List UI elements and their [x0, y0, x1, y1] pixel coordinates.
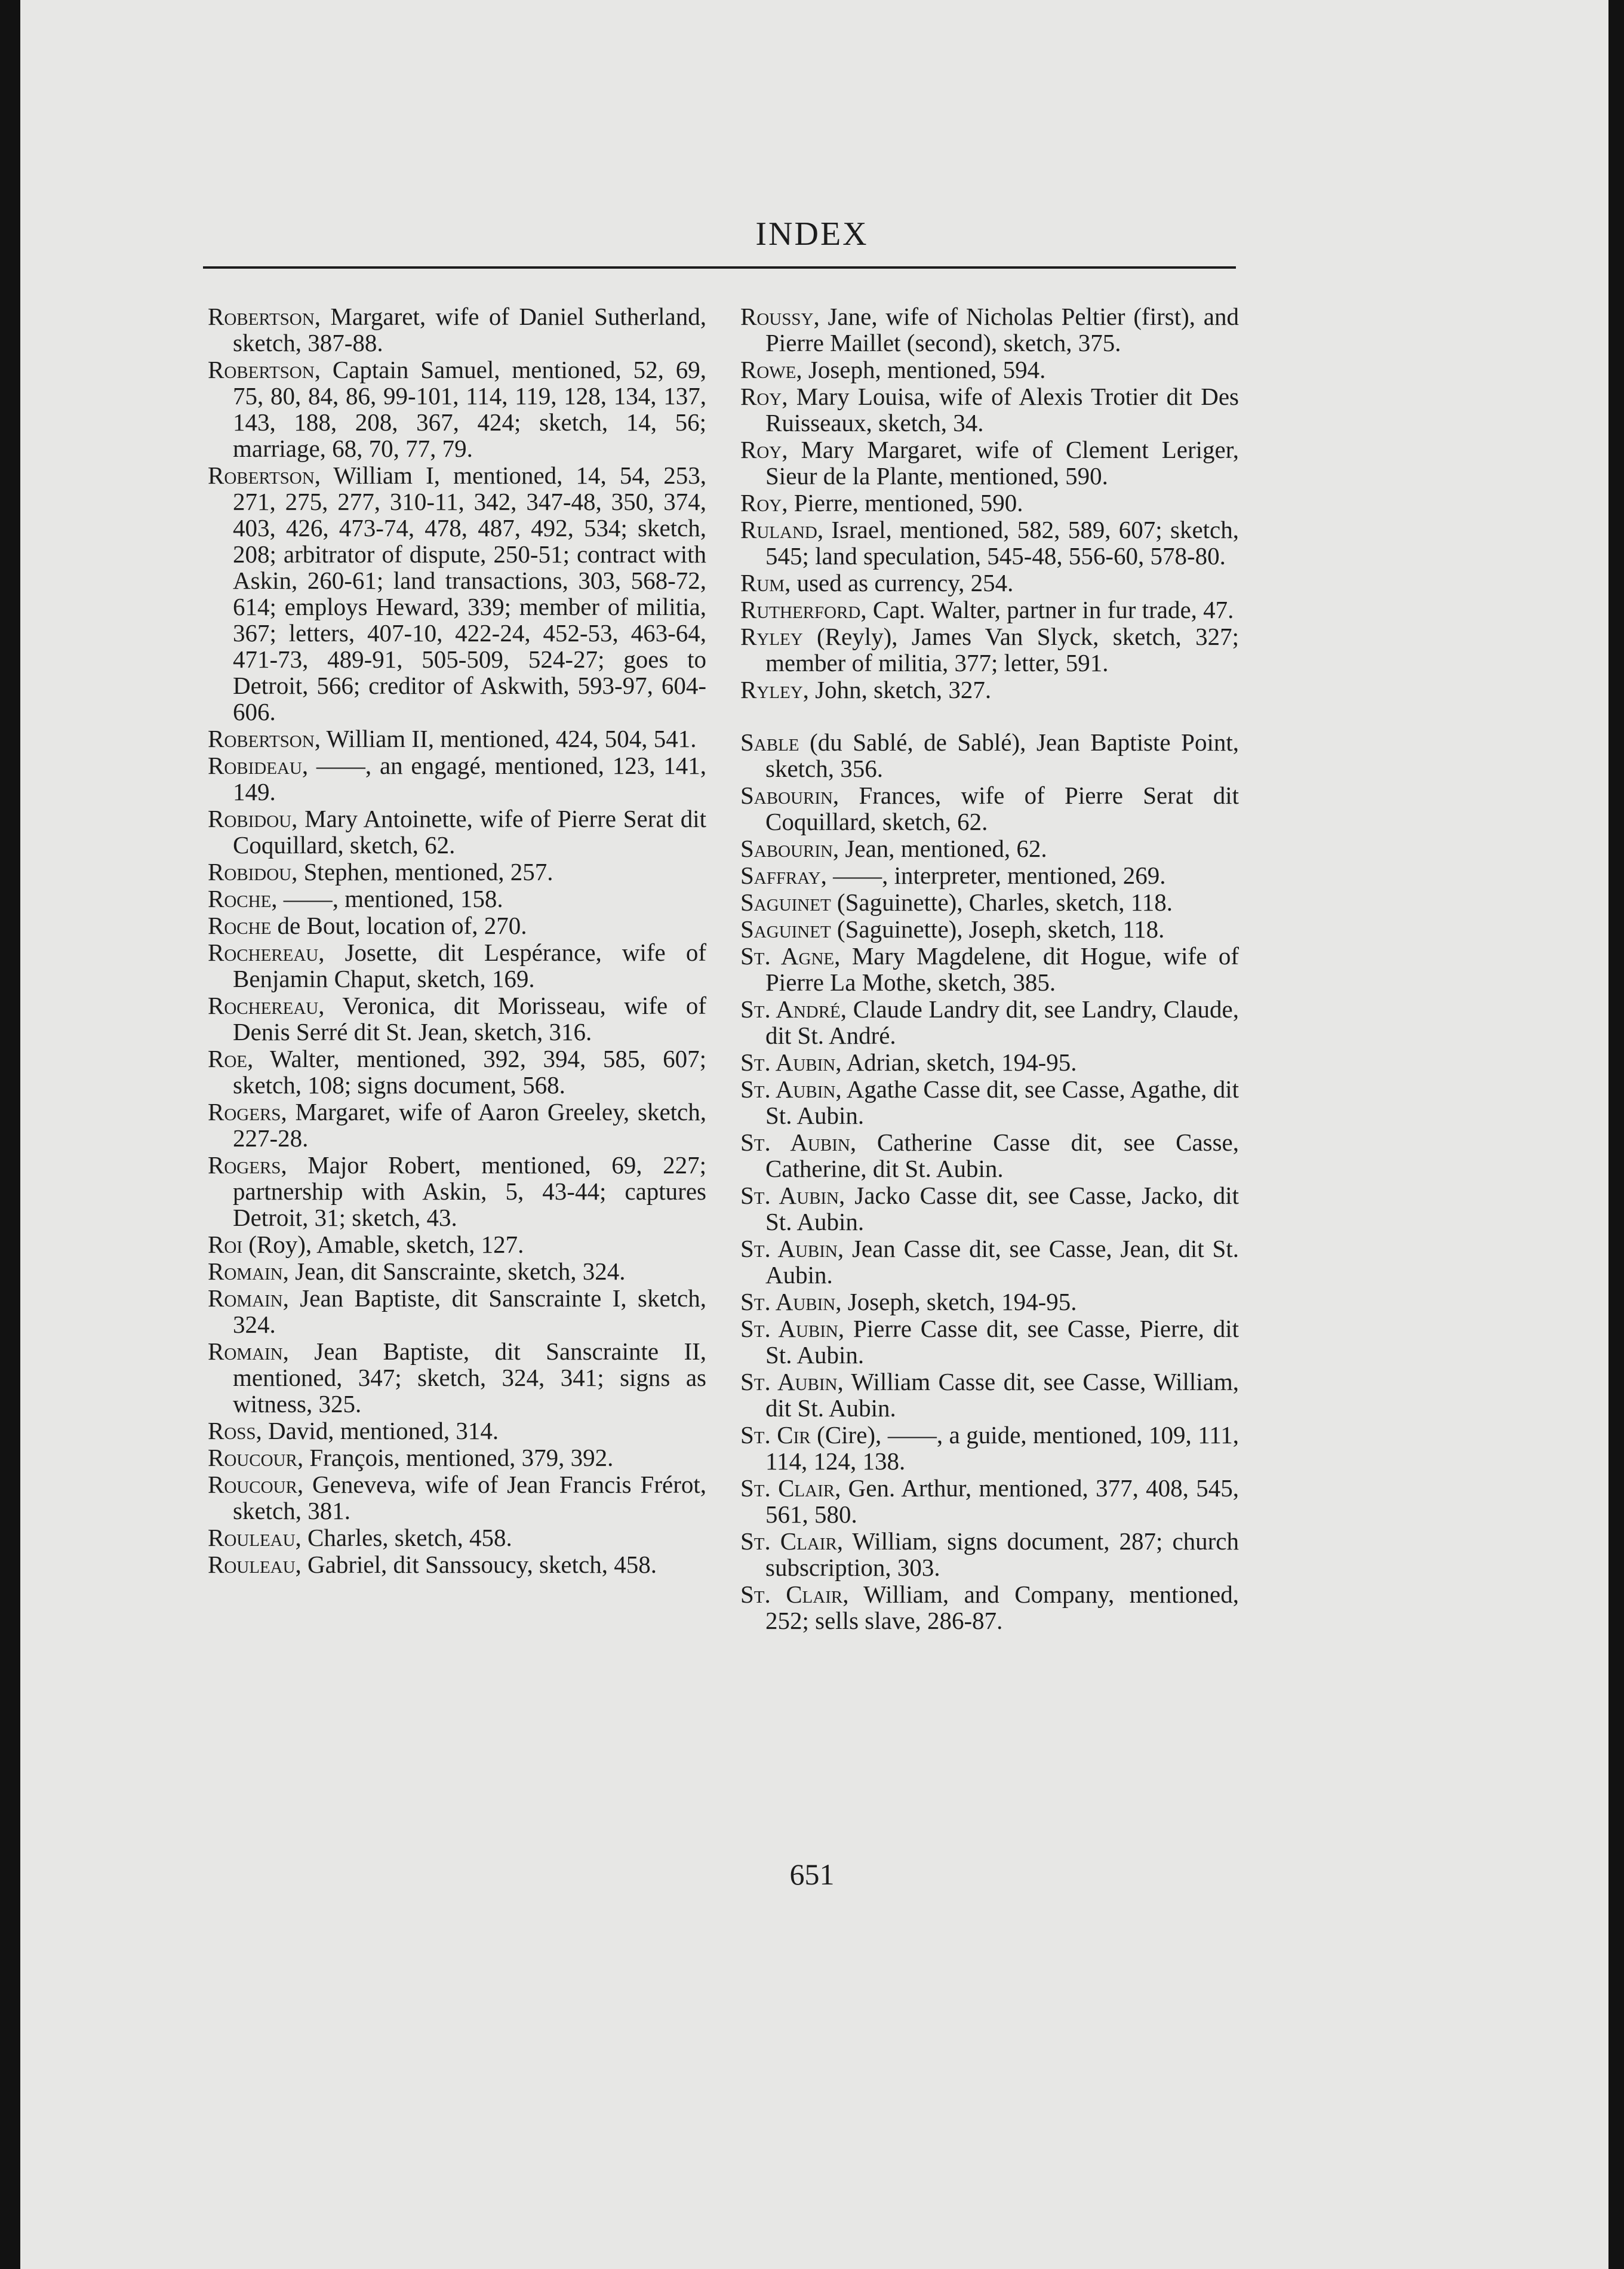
entry-heading: Ruland: [740, 516, 817, 543]
entry-text: , Jean, dit Sanscrainte, sketch, 324.: [282, 1258, 626, 1285]
entry-text: , Jean Baptiste, dit Sanscrainte II, mentioned, 347; sketch, 324, 341; signs as witness, 325.: [233, 1338, 706, 1418]
index-entry: [740, 729, 1239, 782]
entry-heading: Roe: [208, 1045, 248, 1072]
entry-text: , Agathe Casse dit, see Casse, Agathe, dit St. Aubin.: [765, 1075, 1239, 1129]
entry-heading: Rouleau: [208, 1551, 296, 1578]
entry-heading: Robideau: [208, 752, 302, 779]
entry-heading: Roche: [208, 912, 272, 939]
entry-heading: Roy: [740, 489, 782, 516]
entry-text: , Pierre Casse dit, see Casse, Pierre, dit St. Aubin.: [765, 1315, 1239, 1369]
entry-heading: St. Clair: [740, 1581, 843, 1608]
index-entry: [740, 996, 1239, 1049]
entry-heading: Romain: [208, 1258, 283, 1285]
entry-text: , used as currency, 254.: [785, 569, 1014, 597]
index-entry: [208, 992, 706, 1045]
entry-heading: Sabourin: [740, 835, 833, 862]
index-entry: [208, 752, 706, 805]
index-entry: [208, 912, 706, 939]
index-entry: [740, 916, 1239, 942]
entry-text: , Captain Samuel, mentioned, 52, 69, 75, 80, 84, 86, 99-101, 114, 119, 128, 134, 137, 143, 188, 208, 367, 424; sketch, 14, 56; marriage, 68, 70, 77, 79.: [233, 356, 706, 462]
index-entry: [740, 1315, 1239, 1368]
entry-text: , Joseph, sketch, 194-95.: [835, 1288, 1077, 1315]
entry-text: (Roy), Amable, sketch, 127.: [242, 1231, 524, 1258]
entry-text: , Veronica, dit Morisseau, wife of Denis Serré dit St. Jean, sketch, 316.: [233, 992, 706, 1046]
index-entry: [740, 490, 1239, 516]
entry-text: , William, and Company, mentioned, 252; sells slave, 286-87.: [765, 1581, 1239, 1634]
index-entry: [740, 889, 1239, 915]
entry-heading: Rochereau: [208, 992, 319, 1019]
index-entry: [208, 886, 706, 912]
entry-heading: Rowe: [740, 356, 796, 383]
entry-text: , Mary Magdelene, dit Hogue, wife of Pierre La Mothe, sketch, 385.: [765, 942, 1239, 996]
index-entry: [208, 725, 706, 752]
entry-text: , Catherine Casse dit, see Casse, Catherine, dit St. Aubin.: [765, 1129, 1239, 1182]
index-entry: [208, 1231, 706, 1258]
entry-heading: Saguinet: [740, 915, 831, 943]
entry-heading: St. Agne: [740, 942, 835, 970]
entry-text: (Saguinette), Charles, sketch, 118.: [831, 888, 1173, 916]
entry-heading: Ross: [208, 1417, 256, 1444]
index-entry: [208, 859, 706, 885]
entry-text: , Jean Casse dit, see Casse, Jean, dit St. Aubin.: [765, 1235, 1239, 1289]
index-entry: [740, 597, 1239, 623]
entry-text: , Israel, mentioned, 582, 589, 607; sketch, 545; land speculation, 545-48, 556-60, 578-80.: [765, 516, 1239, 570]
index-entry: [740, 1369, 1239, 1421]
index-entry: [208, 1444, 706, 1471]
entry-heading: Sable: [740, 728, 799, 756]
entry-heading: Roi: [208, 1231, 242, 1258]
entry-text: , Mary Margaret, wife of Clement Leriger, Sieur de la Plante, mentioned, 590.: [765, 436, 1239, 490]
entry-text: , Gabriel, dit Sanssoucy, sketch, 458.: [295, 1551, 657, 1578]
entry-heading: St. Clair: [740, 1474, 835, 1502]
index-entry: [740, 835, 1239, 862]
entry-heading: St. Aubin: [740, 1075, 836, 1103]
page-number: 651: [789, 1858, 835, 1891]
entry-heading: Ryley: [740, 676, 803, 703]
index-entry: [208, 1551, 706, 1578]
entry-text: , Joseph, mentioned, 594.: [796, 356, 1046, 383]
entry-heading: Rogers: [208, 1151, 281, 1179]
title-rule: [203, 266, 1236, 269]
index-entry: [208, 1418, 706, 1444]
entry-text: , William Casse dit, see Casse, William, dit St. Aubin.: [765, 1368, 1239, 1422]
index-entry: [740, 1235, 1239, 1288]
entry-heading: St. Aubin: [740, 1315, 838, 1342]
entry-text: , François, mentioned, 379, 392.: [297, 1444, 614, 1471]
entry-text: , ——, mentioned, 158.: [271, 885, 503, 912]
entry-text: , Jacko Casse dit, see Casse, Jacko, dit St. Aubin.: [765, 1182, 1239, 1235]
entry-heading: Saguinet: [740, 888, 831, 916]
index-entry: [208, 356, 706, 462]
entry-text: , Mary Louisa, wife of Alexis Trotier dit Des Ruisseaux, sketch, 34.: [765, 383, 1239, 436]
index-entry: [740, 1182, 1239, 1235]
entry-heading: Roussy: [740, 303, 814, 330]
entry-heading: Rochereau: [208, 939, 319, 966]
index-entry: [740, 677, 1239, 703]
index-entry: [740, 943, 1239, 995]
index-entry: [208, 1285, 706, 1338]
entry-text: (du Sablé, de Sablé), Jean Baptiste Point, sketch, 356.: [765, 728, 1239, 782]
index-entry: [740, 1129, 1239, 1182]
entry-text: , Stephen, mentioned, 257.: [291, 858, 553, 886]
entry-heading: Saffray: [740, 862, 821, 889]
entry-heading: St. Aubin: [740, 1368, 838, 1395]
index-entry: [740, 862, 1239, 888]
entry-text: , Capt. Walter, partner in fur trade, 47.: [860, 596, 1234, 623]
entry-heading: Rogers: [208, 1098, 281, 1126]
entry-text: de Bout, location of, 270.: [271, 912, 527, 939]
entry-text: , Adrian, sketch, 194-95.: [835, 1049, 1077, 1076]
entry-text: (Reyly), James Van Slyck, sketch, 327; member of militia, 377; letter, 591.: [765, 623, 1239, 677]
entry-heading: St. Aubin: [740, 1129, 850, 1156]
entry-text: , Claude Landry dit, see Landry, Claude, dit St. André.: [765, 995, 1239, 1049]
entry-heading: St. Aubin: [740, 1235, 838, 1262]
entry-heading: Romain: [208, 1284, 283, 1312]
entry-heading: Robidou: [208, 805, 292, 832]
index-entry: [208, 1524, 706, 1551]
entry-heading: Robertson: [208, 725, 315, 752]
entry-text: , Jean, mentioned, 62.: [832, 835, 1047, 862]
entry-heading: Roucour: [208, 1444, 297, 1471]
entry-heading: St. Aubin: [740, 1049, 836, 1076]
entry-heading: St. Aubin: [740, 1288, 836, 1315]
entry-heading: Rum: [740, 569, 785, 597]
index-entry: [740, 1049, 1239, 1075]
entry-heading: St. André: [740, 995, 841, 1023]
entry-heading: Rouleau: [208, 1524, 296, 1551]
index-entry: [740, 436, 1239, 489]
index-column-right: [740, 303, 1239, 1634]
entry-heading: St. Cir: [740, 1421, 811, 1449]
entry-heading: Ryley: [740, 623, 803, 650]
index-entry: [740, 303, 1239, 356]
entry-text: , Jean Baptiste, dit Sanscrainte I, sketch, 324.: [233, 1284, 706, 1338]
entry-text: , Charles, sketch, 458.: [295, 1524, 512, 1551]
entry-text: , ——, an engagé, mentioned, 123, 141, 149.: [233, 752, 706, 805]
entry-heading: Roy: [740, 436, 782, 463]
entry-heading: Roche: [208, 885, 272, 912]
entry-heading: St. Clair: [740, 1527, 837, 1555]
entry-text: , Frances, wife of Pierre Serat dit Coquillard, sketch, 62.: [765, 782, 1239, 835]
index-entry: [208, 1471, 706, 1524]
index-entry: [208, 303, 706, 356]
index-entry: [208, 1152, 706, 1231]
entry-heading: Robertson: [208, 462, 315, 489]
index-entry: [740, 1289, 1239, 1315]
index-entry: [208, 1046, 706, 1098]
entry-text: , Gen. Arthur, mentioned, 377, 408, 545, 561, 580.: [765, 1474, 1239, 1528]
index-entry: [208, 1258, 706, 1284]
index-entry: [740, 1581, 1239, 1634]
entry-heading: St. Aubin: [740, 1182, 839, 1209]
index-entry: [740, 383, 1239, 436]
index-entry: [208, 939, 706, 992]
entry-text: (Cire), ——, a guide, mentioned, 109, 111, 114, 124, 138.: [765, 1421, 1239, 1475]
entry-text: , William I, mentioned, 14, 54, 253, 271, 275, 277, 310-11, 342, 347-48, 350, 374, 403, 426, 473-74, 478, 487, 492, 534; sketch, 208; arbitrator of dispute, 250-51; contract with Askin, 260-61; land transactions, 303, 568-72, 614; employs Heward, 339; member of militia, 367; letters, 407-10, 422-24, 452-53, 463-64, 471-73, 489-91, 505-509, 524-27; goes to Detroit, 566; creditor of Askwith, 593-97, 604-606.: [233, 462, 706, 725]
entry-text: , William, signs document, 287; church subscription, 303.: [765, 1527, 1239, 1581]
entry-heading: Roucour: [208, 1471, 297, 1498]
index-column-left: [208, 303, 706, 1578]
index-entry: [208, 1338, 706, 1417]
index-entry: [740, 516, 1239, 569]
entry-heading: Robidou: [208, 858, 292, 886]
entry-heading: Robertson: [208, 303, 315, 330]
entry-text: , John, sketch, 327.: [802, 676, 992, 703]
entry-text: , Jane, wife of Nicholas Peltier (first), and Pierre Maillet (second), sketch, 375.: [765, 303, 1239, 356]
index-entry: [740, 570, 1239, 596]
index-entry: [740, 356, 1239, 383]
entry-text: , Major Robert, mentioned, 69, 227; partnership with Askin, 5, 43-44; captures Detroit, 31; sketch, 43.: [233, 1151, 706, 1231]
entry-heading: Sabourin: [740, 782, 833, 809]
entry-text: , Geneveva, wife of Jean Francis Frérot, sketch, 381.: [233, 1471, 706, 1524]
index-entry: [740, 1422, 1239, 1474]
entry-text: , William II, mentioned, 424, 504, 541.: [314, 725, 697, 752]
index-entry: [208, 462, 706, 725]
entry-text: , Margaret, wife of Aaron Greeley, sketch, 227-28.: [233, 1098, 706, 1152]
index-entry: [740, 1076, 1239, 1129]
entry-heading: Roy: [740, 383, 782, 410]
entry-heading: Rutherford: [740, 596, 861, 623]
entry-text: , Walter, mentioned, 392, 394, 585, 607; sketch, 108; signs document, 568.: [233, 1045, 706, 1099]
entry-text: (Saguinette), Joseph, sketch, 118.: [831, 915, 1165, 943]
index-entry: [740, 782, 1239, 835]
entry-heading: Romain: [208, 1338, 283, 1365]
entry-text: , David, mentioned, 314.: [256, 1417, 499, 1444]
index-entry: [740, 1475, 1239, 1527]
index-entry: [740, 623, 1239, 676]
entry-text: , Pierre, mentioned, 590.: [782, 489, 1023, 516]
entry-text: , Mary Antoinette, wife of Pierre Serat dit Coquillard, sketch, 62.: [233, 805, 706, 859]
index-entry: [740, 1528, 1239, 1581]
entry-text: , Josette, dit Lespérance, wife of Benjamin Chaput, sketch, 169.: [233, 939, 706, 992]
index-entry: [208, 805, 706, 858]
entry-text: , ——, interpreter, mentioned, 269.: [820, 862, 1166, 889]
entry-text: , Margaret, wife of Daniel Sutherland, sketch, 387-88.: [233, 303, 706, 356]
index-entry: [208, 1099, 706, 1151]
entry-heading: Robertson: [208, 356, 315, 383]
page-title: INDEX: [755, 216, 869, 253]
